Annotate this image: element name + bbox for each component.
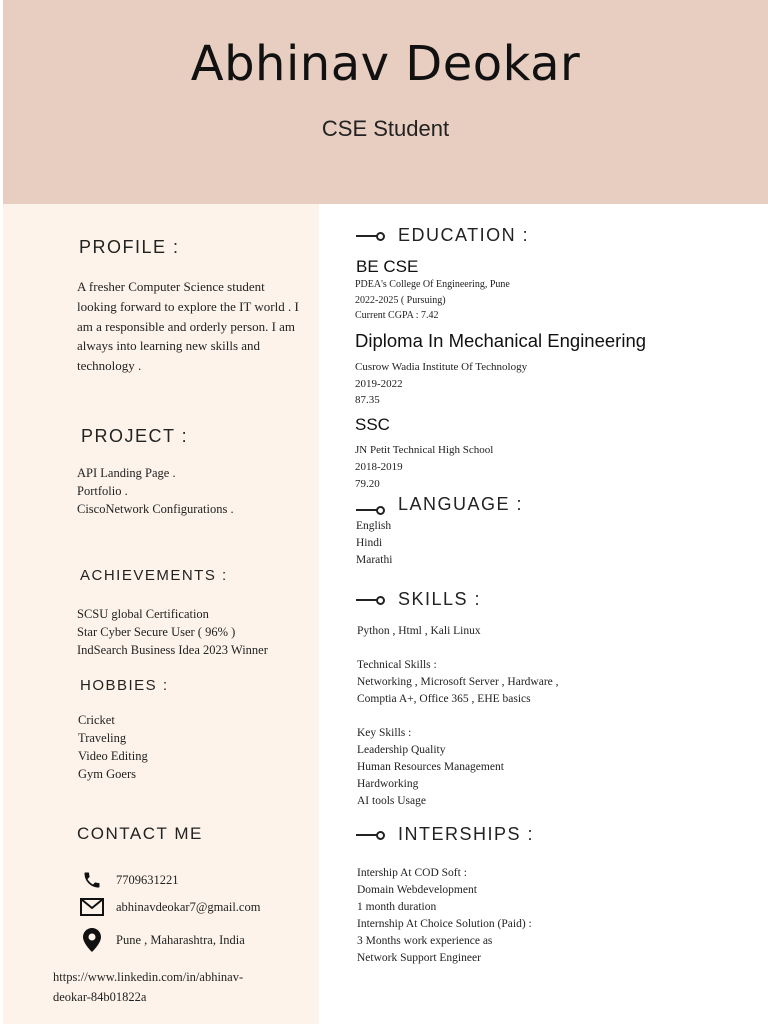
header-banner [3, 0, 768, 204]
map-pin-icon [78, 928, 106, 952]
list-item: Networking , Microsoft Server , Hardware , [357, 676, 559, 688]
list-item: Hindi [356, 537, 383, 549]
section-marker-icon [356, 595, 386, 605]
contact-phone [78, 870, 179, 890]
list-item: Internship At Choice Solution (Paid) : [357, 918, 532, 930]
education-degree: SSC [355, 415, 390, 434]
contact-location [78, 928, 245, 952]
technical-skills-label: Technical Skills : [357, 659, 437, 671]
education-degree: Diploma In Mechanical Engineering [355, 330, 647, 351]
linkedin-url-line1[interactable]: https://www.linkedin.com/in/abhinav- [53, 970, 244, 984]
education-degree: BE CSE [356, 257, 419, 276]
list-item: Marathi [356, 554, 393, 566]
list-item: Traveling [78, 731, 127, 745]
project-heading: PROJECT : [81, 426, 189, 446]
education-line: 79.20 [355, 478, 380, 490]
section-marker-icon [356, 830, 386, 840]
education-line: JN Petit Technical High School [355, 444, 494, 456]
contact-email [78, 898, 260, 916]
list-item: Network Support Engineer [357, 952, 481, 964]
list-item: Portfolio . [77, 484, 128, 498]
key-skills-label: Key Skills : [357, 727, 412, 739]
list-item: 3 Months work experience as [357, 935, 493, 947]
education-heading: EDUCATION : [398, 225, 530, 245]
phone-icon [78, 870, 106, 890]
education-line: Cusrow Wadia Institute Of Technology [355, 361, 528, 373]
language-section-header [356, 494, 523, 515]
hobbies-heading: HOBBIES : [80, 677, 169, 694]
linkedin-link[interactable] [53, 967, 243, 1007]
achievements-list [77, 605, 268, 659]
education-line: Current CGPA : 7.42 [355, 310, 439, 321]
list-item: Video Editing [78, 749, 148, 763]
hobbies-list [78, 711, 148, 783]
education-line: 2019-2022 [355, 377, 403, 390]
list-item: SCSU global Certification [77, 607, 209, 621]
language-heading: LANGUAGE : [398, 494, 524, 514]
list-item: API Landing Page . [77, 466, 176, 480]
profile-heading: PROFILE : [79, 237, 180, 257]
list-item: AI tools Usage [357, 795, 426, 807]
contact-heading: CONTACT ME [77, 824, 203, 843]
list-item: 1 month duration [357, 901, 437, 913]
skills-section-header [356, 589, 481, 610]
location-text: Pune , Maharashtra, India [116, 932, 245, 947]
list-item: Intership At COD Soft : [357, 867, 467, 879]
education-details [355, 277, 510, 324]
list-item: Hardworking [357, 778, 419, 790]
list-item: Domain Webdevelopment [357, 884, 477, 896]
list-item: Human Resources Management [357, 761, 504, 773]
education-details [355, 359, 527, 409]
phone-number[interactable]: 7709631221 [116, 872, 179, 887]
internships-section-header [356, 824, 534, 845]
education-details [355, 442, 493, 493]
list-item: English [356, 520, 392, 532]
education-line: 87.35 [355, 394, 380, 406]
internships-heading: INTERSHIPS : [398, 824, 535, 844]
list-item: Star Cyber Secure User ( 96% ) [77, 625, 236, 639]
linkedin-url-line2[interactable]: deokar-84b01822a [53, 990, 147, 1004]
language-list [356, 518, 392, 569]
education-line: PDEA's College Of Engineering, Pune [355, 279, 510, 290]
skills-content [357, 623, 559, 810]
person-name: Abhinav Deokar [190, 36, 581, 92]
list-item: Leadership Quality [357, 744, 446, 756]
education-line: 2018-2019 [355, 461, 403, 473]
achievements-heading: ACHIEVEMENTS : [80, 567, 228, 584]
profile-text: A fresher Computer Science student looking forward to explore the IT world . I am a responsible and orderly person. I am always into learning new skills and technology . [77, 279, 299, 374]
internships-list [357, 865, 532, 967]
education-line: 2022-2025 ( Pursuing) [355, 294, 446, 306]
list-item: CiscoNetwork Configurations . [77, 502, 234, 516]
section-marker-icon [356, 231, 386, 241]
list-item: Gym Goers [78, 767, 136, 781]
list-item: IndSearch Business Idea 2023 Winner [77, 643, 268, 657]
project-list [77, 464, 234, 518]
skills-languages: Python , Html , Kali Linux [357, 625, 481, 637]
education-section-header [356, 225, 529, 246]
section-marker-icon [356, 505, 386, 515]
list-item: Comptia A+, Office 365 , EHE basics [357, 693, 531, 705]
list-item: Cricket [78, 713, 115, 727]
skills-heading: SKILLS : [398, 589, 482, 609]
email-address[interactable]: abhinavdeokar7@gmail.com [116, 899, 261, 914]
envelope-icon [78, 898, 106, 916]
person-title: CSE Student [321, 116, 450, 141]
